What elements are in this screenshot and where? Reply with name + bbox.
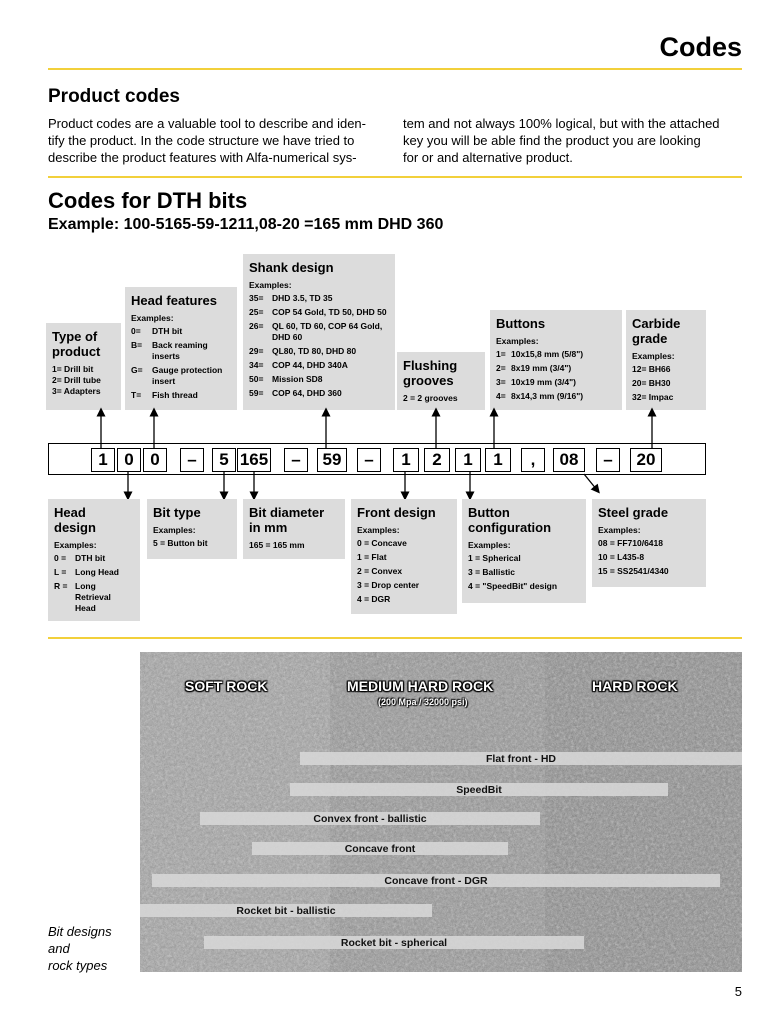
text-line: describe the product features with Alfa-numerical sys- <box>48 150 357 165</box>
box-row: 2 = Convex <box>357 566 403 576</box>
box-row: 1 = Flat <box>357 552 387 562</box>
box-row: 5 = Button bit <box>153 538 208 548</box>
box-row: 12= BH66 <box>632 364 671 374</box>
row-key: T= <box>131 390 142 400</box>
code-cell: 08 <box>553 448 585 472</box>
examples-label: Examples: <box>632 351 675 361</box>
row-key: 34= <box>249 360 264 370</box>
code-cell: 1 <box>485 448 511 472</box>
box-row: 4 = DGR <box>357 594 391 604</box>
row-key: 29= <box>249 346 264 356</box>
text-line: for or and alternative product. <box>403 150 573 165</box>
caption-line: Bit designs <box>48 924 112 939</box>
box-row: 3 = Ballistic <box>468 567 516 577</box>
box-title: Buttons <box>496 316 546 331</box>
examples-label: Examples: <box>249 280 292 290</box>
row-key: G= <box>131 365 143 375</box>
row-key: B= <box>131 340 143 350</box>
band-speedbit: SpeedBit <box>290 783 668 796</box>
text-line: Product codes are a valuable tool to describe and iden- <box>48 116 366 131</box>
dth-example: Example: 100-5165-59-1211,08-20 =165 mm DHD 360 <box>48 216 444 233</box>
box-title: configuration <box>468 520 552 535</box>
box-title: Front design <box>357 505 436 520</box>
examples-label: Examples: <box>131 313 174 323</box>
code-cell: – <box>284 448 308 472</box>
row-key: 2= <box>496 363 506 373</box>
row-value: Long Head <box>75 567 119 577</box>
row-value: QL 60, TD 60, COP 64 Gold, DHD 60 <box>272 321 383 342</box>
box-title: Type of <box>52 329 98 344</box>
row-value: COP 64, DHD 360 <box>272 388 342 398</box>
code-cell: 1 <box>455 448 481 472</box>
row-key: 35= <box>249 293 264 303</box>
box-title: product <box>52 344 101 359</box>
band-concave-front: Concave front <box>252 842 508 855</box>
code-cell: 1 <box>393 448 419 472</box>
box-row: 20= BH30 <box>632 378 671 388</box>
code-cell: , <box>521 448 545 472</box>
row-value: QL80, TD 80, DHD 80 <box>272 346 357 356</box>
box-row: 3= Adapters <box>52 386 101 396</box>
box-title: design <box>54 520 96 535</box>
row-value: 10x15,8 mm (5/8") <box>511 349 584 359</box>
medium-hard-rock-sublabel: (200 Mpa / 32000 psi) <box>378 697 468 707</box>
box-title: Carbide <box>632 316 681 331</box>
dth-heading: Codes for DTH bits <box>48 188 248 213</box>
code-cell: – <box>357 448 381 472</box>
figure-caption <box>48 923 112 974</box>
code-cell: 5 <box>212 448 236 472</box>
product-codes-heading: Product codes <box>48 86 180 107</box>
box-title: grade <box>632 331 668 346</box>
row-value: Long Retrieval Head <box>75 581 111 613</box>
head-design-box <box>48 499 140 621</box>
examples-label: Examples: <box>496 336 539 346</box>
band-flat-front-hd: Flat front - HD <box>300 752 742 765</box>
code-cell: 0 <box>143 448 167 472</box>
box-title: Shank design <box>249 260 334 275</box>
box-row: 32= Impac <box>632 392 674 402</box>
caption-line: and <box>48 941 70 956</box>
code-cell: 59 <box>317 448 347 472</box>
examples-label: Examples: <box>153 525 196 535</box>
row-value: COP 44, DHD 340A <box>272 360 348 370</box>
box-row: 15 = SS2541/4340 <box>598 566 669 576</box>
box-row: 2 = 2 grooves <box>403 393 458 403</box>
box-title: Head features <box>131 293 217 308</box>
code-cell: 20 <box>630 448 662 472</box>
row-key: 4= <box>496 391 506 401</box>
box-row: 3 = Drop center <box>357 580 420 590</box>
box-row: 165 = 165 mm <box>249 540 305 550</box>
row-key: 3= <box>496 377 506 387</box>
code-cell: 1 <box>91 448 115 472</box>
row-value: Back reaming inserts <box>152 340 208 361</box>
row-value: Mission SD8 <box>272 374 323 384</box>
row-value: COP 54 Gold, TD 50, DHD 50 <box>272 307 387 317</box>
arrow-down <box>584 474 597 490</box>
row-value: 10x19 mm (3/4") <box>511 377 576 387</box>
box-row: 1 = Spherical <box>468 553 521 563</box>
soft-rock-label: SOFT ROCK <box>185 678 268 694</box>
box-title: Flushing <box>403 358 458 373</box>
row-value: DHD 3.5, TD 35 <box>272 293 333 303</box>
section-rule <box>48 637 742 639</box>
row-value: Fish thread <box>152 390 198 400</box>
page-number: 5 <box>734 984 742 999</box>
code-cell: 0 <box>117 448 141 472</box>
box-title: grooves <box>403 373 454 388</box>
box-title: Bit diameter <box>249 505 325 520</box>
caption-line: rock types <box>48 958 108 973</box>
box-row: 1= Drill bit <box>52 364 94 374</box>
box-title: Head <box>54 505 86 520</box>
row-value: 8x19 mm (3/4") <box>511 363 572 373</box>
page-title: Codes <box>659 32 742 62</box>
box-title: Button <box>468 505 510 520</box>
button-configuration-box <box>462 499 586 603</box>
examples-label: Examples: <box>598 525 641 535</box>
code-cell: 165 <box>237 448 271 472</box>
steel-grade-box <box>592 499 706 587</box>
code-cell: – <box>596 448 620 472</box>
row-value: DTH bit <box>75 553 106 563</box>
box-row: 08 = FF710/6418 <box>598 538 663 548</box>
hard-rock-label: HARD ROCK <box>592 678 678 694</box>
row-key: 1= <box>496 349 506 359</box>
box-row: 2= Drill tube <box>52 375 101 385</box>
box-row: 0 = Concave <box>357 538 407 548</box>
code-cell: – <box>180 448 204 472</box>
medium-hard-rock-label: MEDIUM HARD ROCK <box>347 678 494 694</box>
row-key: 25= <box>249 307 264 317</box>
examples-label: Examples: <box>357 525 400 535</box>
box-title: in mm <box>249 520 288 535</box>
row-key: 50= <box>249 374 264 384</box>
front-design-box <box>351 499 457 614</box>
bit-diameter-box <box>243 499 345 559</box>
row-value: DTH bit <box>152 326 183 336</box>
bit-type-box <box>147 499 237 559</box>
row-key: 0 = <box>54 553 67 563</box>
band-rocket-bit-ballistic: Rocket bit - ballistic <box>140 904 432 917</box>
row-key: R = <box>54 581 68 591</box>
examples-label: Examples: <box>54 540 97 550</box>
row-key: 26= <box>249 321 264 331</box>
text-line: key you will be able find the product you are looking <box>403 133 701 148</box>
row-key: 59= <box>249 388 264 398</box>
box-title: Bit type <box>153 505 201 520</box>
box-row: 4 = "SpeedBit" design <box>468 581 558 591</box>
band-concave-front-dgr: Concave front - DGR <box>152 874 720 887</box>
text-line: tify the product. In the code structure we have tried to <box>48 133 355 148</box>
row-value: Gauge protection insert <box>152 365 223 386</box>
band-convex-front-ballistic: Convex front - ballistic <box>200 812 540 825</box>
row-value: 8x14,3 mm (9/16") <box>511 391 584 401</box>
box-row: 10 = L435-8 <box>598 552 645 562</box>
text-line: tem and not always 100% logical, but with the attached <box>403 116 720 131</box>
band-rocket-bit-spherical: Rocket bit - spherical <box>204 936 584 949</box>
box-title: Steel grade <box>598 505 669 520</box>
rock-types-image <box>140 652 742 972</box>
examples-label: Examples: <box>468 540 511 550</box>
row-key: L = <box>54 567 67 577</box>
row-key: 0= <box>131 326 141 336</box>
code-cell: 2 <box>424 448 450 472</box>
